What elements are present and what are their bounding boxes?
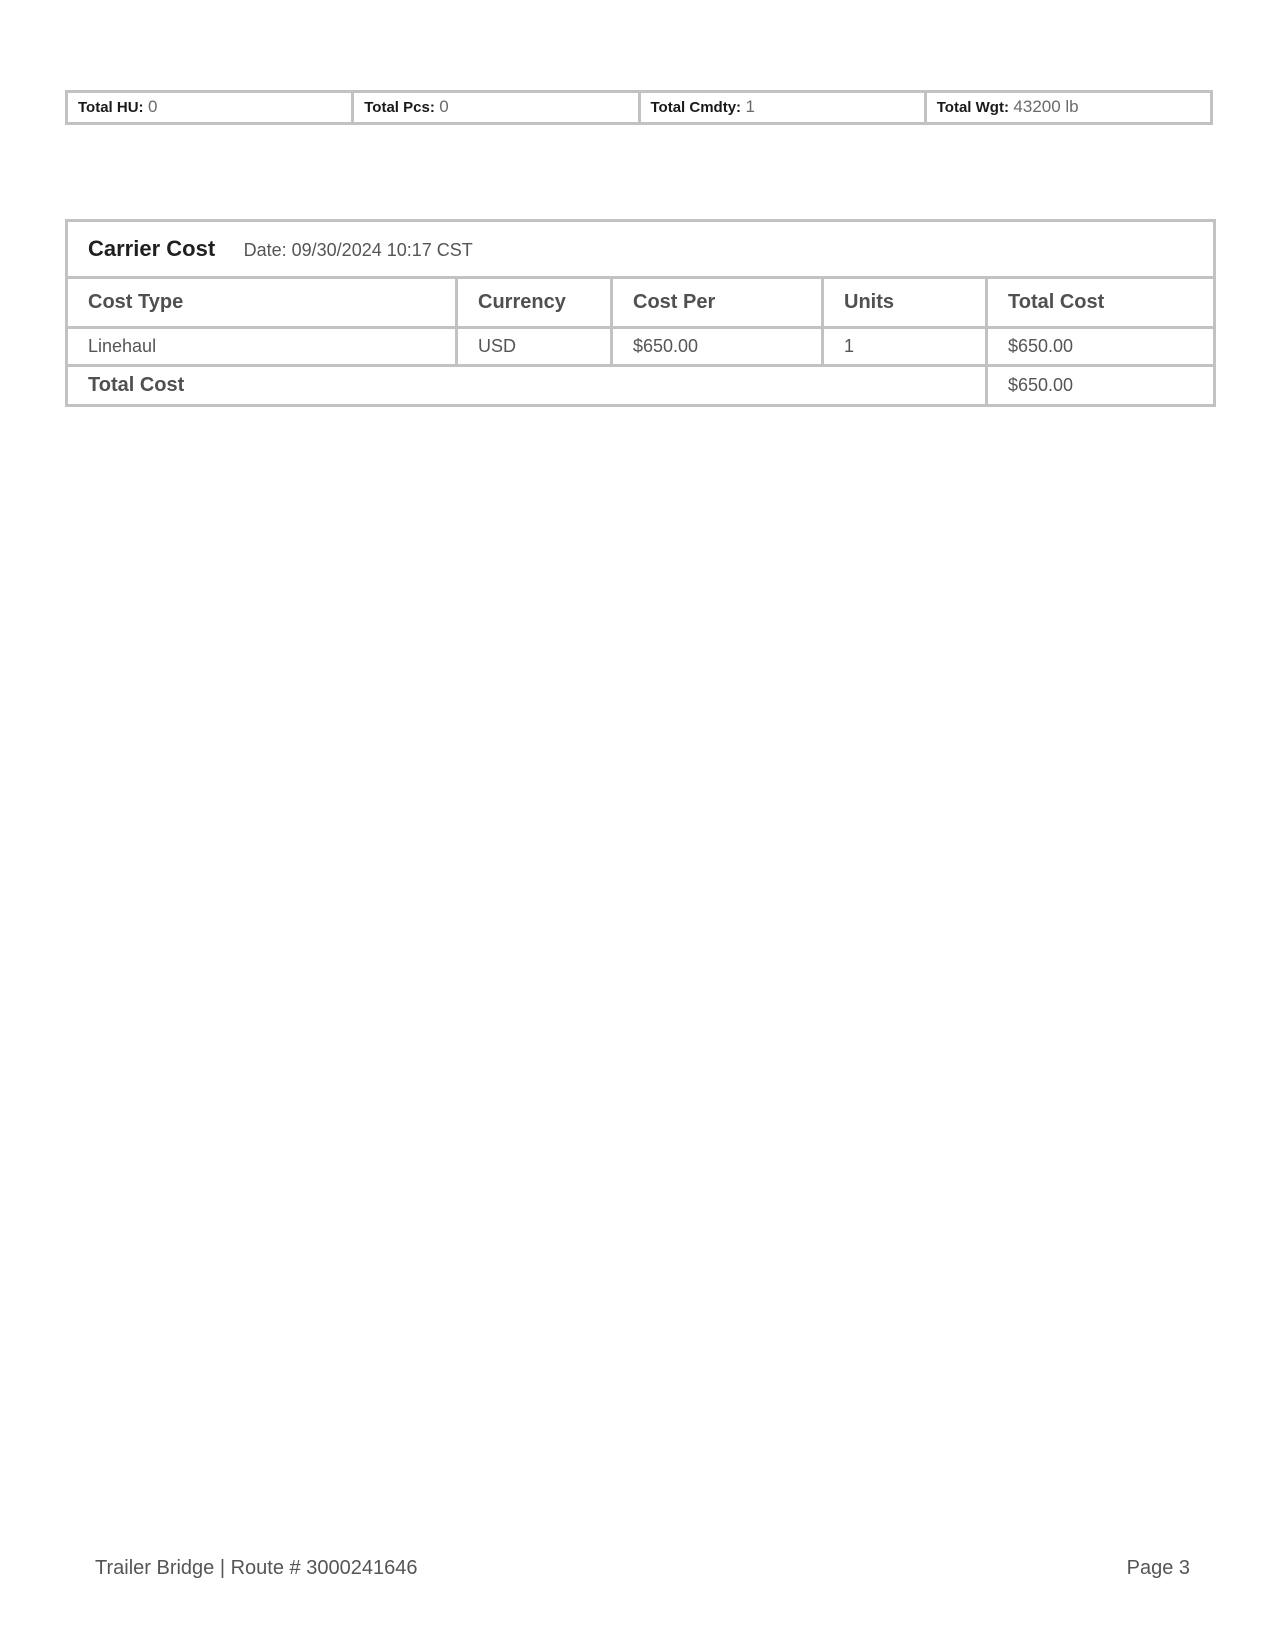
carrier-cost-date: Date: 09/30/2024 10:17 CST [243,240,473,260]
table-row [67,328,1215,366]
total-cmdty-label: Total Cmdty: [650,99,742,116]
cell-currency: USD [457,328,612,366]
column-header-cost-per: Cost Per [612,278,823,328]
total-cost-value: $650.00 [987,366,1215,406]
column-header-row [67,278,1215,328]
total-hu [68,93,354,122]
carrier-cost-title: Carrier Cost [88,236,216,261]
total-hu-label: Total HU: [78,99,144,116]
footer-page-number: Page 3 [1126,1557,1190,1579]
carrier-cost-header [67,221,1215,278]
column-header-cost-type: Cost Type [67,278,457,328]
total-wgt [927,93,1210,122]
total-cmdty-value: 1 [745,97,755,116]
total-wgt-value: 43200 lb [1013,97,1079,116]
column-header-total-cost: Total Cost [987,278,1215,328]
total-pcs-value: 0 [439,97,449,116]
total-cost-row [67,366,1215,406]
total-wgt-label: Total Wgt: [936,99,1009,116]
total-cost-label: Total Cost [67,366,987,406]
total-hu-value: 0 [148,97,158,116]
cell-total-cost: $650.00 [987,328,1215,366]
total-pcs [354,93,640,122]
total-cmdty [641,93,927,122]
totals-summary [65,90,1213,125]
cell-units: 1 [823,328,987,366]
carrier-cost-title-cell [67,221,1215,278]
cell-cost-per: $650.00 [612,328,823,366]
cell-cost-type: Linehaul [67,328,457,366]
total-pcs-label: Total Pcs: [364,99,435,116]
column-header-currency: Currency [457,278,612,328]
carrier-cost-table [65,219,1216,407]
column-header-units: Units [823,278,987,328]
footer-route-info: Trailer Bridge | Route # 3000241646 [95,1557,418,1579]
